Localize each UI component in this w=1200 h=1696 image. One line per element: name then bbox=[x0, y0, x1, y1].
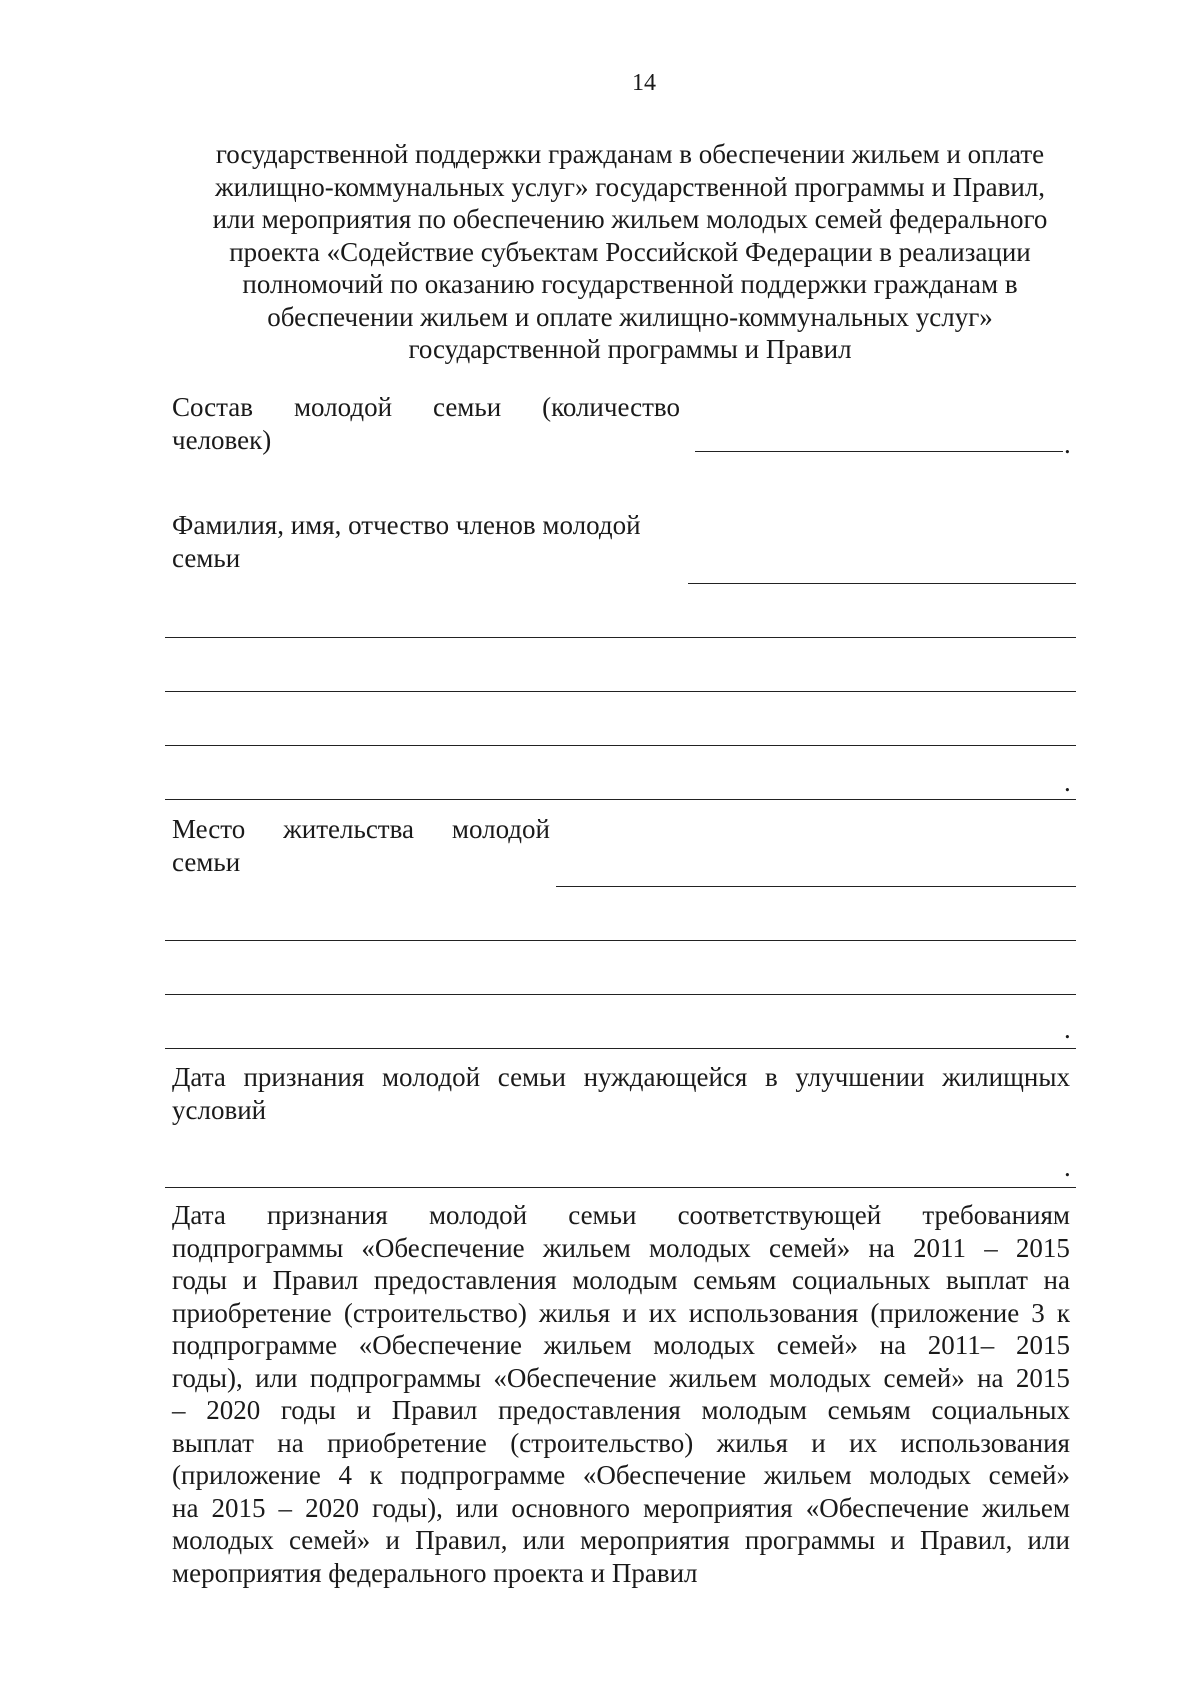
paragraph-word: подпрограммы bbox=[172, 1232, 344, 1263]
paragraph-word: признания bbox=[266, 1200, 388, 1230]
compliance-date-paragraph bbox=[172, 1199, 1070, 1589]
paragraph-word: подпрограмме bbox=[400, 1460, 566, 1490]
paragraph-word: основного bbox=[511, 1492, 631, 1523]
composition-terminal: . bbox=[1064, 429, 1071, 459]
composition-input-line[interactable] bbox=[695, 451, 1063, 452]
paragraph-word: семей» bbox=[988, 1460, 1070, 1490]
header-line: государственной поддержки гражданам в обеспечении жильем и оплате bbox=[215, 139, 1045, 169]
need-date-label-line2: условий bbox=[172, 1095, 267, 1125]
composition-label-line1 bbox=[172, 391, 680, 424]
label-word: Дата bbox=[172, 1062, 226, 1092]
paragraph-word: жильем bbox=[543, 1330, 632, 1360]
paragraph-word: их bbox=[648, 1297, 677, 1328]
paragraph-word: 2015 bbox=[1015, 1330, 1070, 1360]
label-word: признания bbox=[243, 1062, 365, 1092]
paragraph-word: молодым bbox=[572, 1265, 678, 1295]
paragraph-word: использования bbox=[900, 1427, 1070, 1458]
paragraph-word: 2011 bbox=[913, 1232, 967, 1263]
label-word: Место bbox=[172, 814, 246, 844]
paragraph-word: или bbox=[455, 1492, 499, 1523]
paragraph-word: семей» bbox=[288, 1525, 371, 1555]
names-input-line[interactable] bbox=[165, 691, 1076, 692]
paragraph-word: на bbox=[172, 1492, 199, 1523]
label-word: молодой bbox=[293, 392, 393, 422]
paragraph-word: выплат bbox=[946, 1265, 1028, 1295]
paragraph-word: 2020 bbox=[206, 1395, 261, 1425]
paragraph-word: и bbox=[385, 1525, 400, 1555]
paragraph-word: программы bbox=[744, 1525, 876, 1555]
header-line: полномочий по оказанию государственной поддержки гражданам в bbox=[242, 269, 1018, 299]
paragraph-word: – bbox=[172, 1395, 186, 1425]
paragraph-word: (приложение bbox=[172, 1460, 321, 1490]
paragraph-line bbox=[172, 1427, 1070, 1460]
paragraph-word: Правил, bbox=[415, 1525, 508, 1555]
paragraph-word: молодых bbox=[648, 1232, 751, 1263]
paragraph-word: годы), bbox=[172, 1362, 243, 1393]
paragraph-line bbox=[172, 1199, 1070, 1232]
need-date-terminal: . bbox=[1064, 1152, 1071, 1182]
paragraph-word: приобретение bbox=[327, 1427, 487, 1458]
page-number: 14 bbox=[632, 70, 656, 96]
paragraph-word: «Обеспечение bbox=[582, 1460, 747, 1490]
paragraph-word: семей» bbox=[883, 1362, 965, 1393]
paragraph-word: – bbox=[278, 1492, 293, 1523]
paragraph-word: молодым bbox=[701, 1395, 807, 1425]
need-date-input-line[interactable] bbox=[165, 1187, 1076, 1188]
header-line: жилищно-коммунальных услуг» государственной программы и Правил, bbox=[214, 171, 1046, 202]
residence-label-line2: семьи bbox=[172, 847, 241, 877]
paragraph-word: молодых bbox=[769, 1362, 872, 1393]
paragraph-line bbox=[172, 1264, 1070, 1297]
paragraph-word: «Обеспечение bbox=[805, 1492, 969, 1523]
residence-input-line[interactable] bbox=[165, 994, 1076, 995]
paragraph-word: (строительство) bbox=[343, 1297, 527, 1328]
names-terminal: . bbox=[1064, 767, 1071, 797]
label-word: семьи bbox=[497, 1062, 566, 1092]
paragraph-word: жильем bbox=[982, 1492, 1070, 1523]
label-word: молодой bbox=[381, 1062, 481, 1092]
paragraph-word: предоставления bbox=[373, 1265, 557, 1295]
paragraph-word: и bbox=[890, 1525, 905, 1555]
paragraph-line bbox=[172, 1492, 1070, 1525]
paragraph-word: соответствующей bbox=[677, 1200, 882, 1230]
label-word: в bbox=[765, 1062, 778, 1092]
paragraph-word: молодых bbox=[172, 1525, 274, 1555]
header-paragraph bbox=[170, 138, 1090, 366]
paragraph-word: молодой bbox=[428, 1200, 528, 1230]
paragraph-word: 2011– bbox=[927, 1330, 995, 1360]
label-word: жилищных bbox=[942, 1062, 1070, 1092]
paragraph-word: «Обеспечение bbox=[358, 1330, 522, 1360]
paragraph-word: на bbox=[1043, 1265, 1070, 1295]
names-label-line2: семьи bbox=[172, 543, 241, 573]
paragraph-word: жильем bbox=[763, 1460, 852, 1490]
paragraph-word: годы), bbox=[372, 1492, 443, 1523]
paragraph-word: подпрограммы bbox=[309, 1362, 482, 1393]
paragraph-word: жильем bbox=[542, 1232, 631, 1263]
paragraph-last-line: мероприятия федерального проекта и Правил bbox=[172, 1557, 698, 1588]
paragraph-line bbox=[172, 1524, 1070, 1557]
paragraph-word: 2015 bbox=[1015, 1362, 1070, 1393]
paragraph-word: 3 bbox=[1031, 1297, 1045, 1328]
paragraph-word: или bbox=[255, 1362, 298, 1393]
names-label-line1: Фамилия, имя, отчество членов молодой bbox=[172, 510, 641, 540]
paragraph-word: (приложение bbox=[870, 1297, 1020, 1328]
paragraph-word: выплат bbox=[172, 1427, 254, 1458]
header-line: проекта «Содействие субъектам Российской Федерации в реализации bbox=[229, 236, 1031, 267]
residence-label-line1 bbox=[172, 813, 550, 846]
paragraph-word: или bbox=[522, 1525, 565, 1555]
paragraph-word: молодых bbox=[653, 1330, 756, 1360]
header-line: обеспечении жильем и оплате жилищно-коммунальных услуг» bbox=[267, 301, 993, 332]
paragraph-word: приобретение bbox=[172, 1297, 332, 1328]
composition-label-line2: человек) bbox=[172, 425, 272, 455]
paragraph-word: или bbox=[1027, 1525, 1070, 1555]
paragraph-line bbox=[172, 1394, 1070, 1427]
label-word: молодой bbox=[451, 814, 550, 844]
paragraph-word: подпрограмме bbox=[172, 1330, 338, 1360]
paragraph-line bbox=[172, 1459, 1070, 1492]
paragraph-word: 4 bbox=[338, 1460, 352, 1490]
paragraph-word: и bbox=[622, 1297, 637, 1328]
paragraph-word: годы bbox=[172, 1265, 228, 1295]
paragraph-word: и bbox=[356, 1395, 372, 1425]
paragraph-word: семьям bbox=[693, 1265, 777, 1295]
paragraph-line bbox=[172, 1232, 1070, 1265]
paragraph-word: к bbox=[369, 1460, 383, 1490]
paragraph-word: 2015 bbox=[1015, 1232, 1070, 1263]
paragraph-word: жилья bbox=[538, 1297, 611, 1328]
paragraph-word: мероприятия bbox=[580, 1525, 730, 1555]
paragraph-word: «Обеспечение bbox=[361, 1232, 525, 1263]
paragraph-line bbox=[172, 1297, 1070, 1330]
paragraph-word: семьи bbox=[568, 1200, 637, 1230]
paragraph-word: мероприятия bbox=[643, 1492, 793, 1523]
paragraph-word: и bbox=[811, 1427, 826, 1458]
paragraph-word: Правил bbox=[391, 1395, 478, 1425]
names-input-line[interactable] bbox=[688, 583, 1076, 584]
paragraph-word: требованиям bbox=[922, 1200, 1070, 1230]
paragraph-word: на bbox=[879, 1330, 907, 1360]
label-word: Состав bbox=[172, 392, 254, 422]
paragraph-word: 2015 bbox=[211, 1492, 266, 1523]
paragraph-word: семей» bbox=[776, 1330, 859, 1360]
paragraph-word: на bbox=[277, 1427, 304, 1458]
paragraph-word: – bbox=[984, 1232, 998, 1263]
paragraph-word: Правил bbox=[272, 1265, 359, 1295]
residence-terminal: . bbox=[1064, 1014, 1071, 1044]
paragraph-word: семьям bbox=[827, 1395, 911, 1425]
paragraph-word: 2020 bbox=[305, 1492, 360, 1523]
label-word: жительства bbox=[283, 814, 414, 844]
paragraph-word: на bbox=[977, 1362, 1004, 1393]
residence-input-line[interactable] bbox=[165, 1048, 1076, 1049]
paragraph-word: (строительство) bbox=[510, 1427, 694, 1458]
paragraph-word: «Обеспечение bbox=[493, 1362, 657, 1393]
names-input-line[interactable] bbox=[165, 637, 1076, 638]
paragraph-line bbox=[172, 1329, 1070, 1362]
paragraph-word: социальных bbox=[931, 1395, 1070, 1425]
need-date-label-line1 bbox=[172, 1061, 1070, 1094]
paragraph-word: и bbox=[242, 1265, 258, 1295]
label-word: нуждающейся bbox=[583, 1062, 748, 1092]
paragraph-word: годы bbox=[280, 1395, 336, 1425]
header-line: государственной программы и Правил bbox=[408, 334, 852, 364]
paragraph-word: жилья bbox=[716, 1427, 788, 1458]
residence-input-line[interactable] bbox=[165, 940, 1076, 941]
names-input-line[interactable] bbox=[165, 745, 1076, 746]
label-word: семьи bbox=[433, 392, 502, 422]
paragraph-word: к bbox=[1056, 1297, 1070, 1328]
paragraph-word: предоставления bbox=[498, 1395, 681, 1425]
paragraph-word: Правил, bbox=[919, 1525, 1013, 1555]
header-line: или мероприятия по обеспечению жильем молодых семей федерального bbox=[212, 204, 1048, 234]
label-word: (количество bbox=[542, 392, 680, 422]
paragraph-word: на bbox=[868, 1232, 895, 1263]
paragraph-word: их bbox=[849, 1427, 878, 1458]
paragraph-word: использования bbox=[688, 1297, 859, 1328]
paragraph-word: молодых bbox=[869, 1460, 972, 1490]
residence-input-line[interactable] bbox=[556, 886, 1076, 887]
paragraph-word: социальных bbox=[791, 1265, 931, 1295]
paragraph-word: Дата bbox=[172, 1200, 226, 1230]
names-input-line[interactable] bbox=[165, 799, 1076, 800]
label-word: улучшении bbox=[795, 1062, 925, 1092]
paragraph-word: семей» bbox=[768, 1232, 851, 1263]
paragraph-word: жильем bbox=[668, 1362, 757, 1393]
paragraph-line bbox=[172, 1362, 1070, 1395]
